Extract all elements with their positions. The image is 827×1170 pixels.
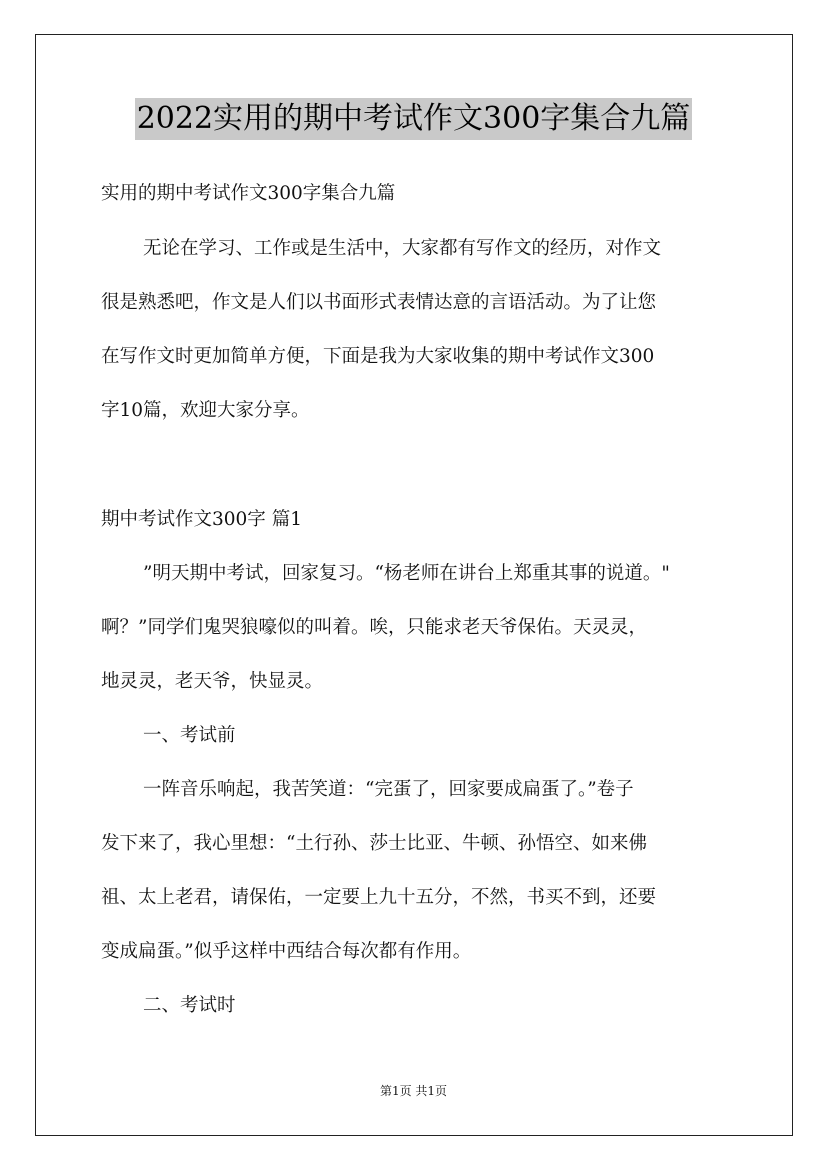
section-heading: 期中考试作文300字 篇1 (101, 509, 302, 530)
body-line-2: 啊？”同学们鬼哭狼嚎似的叫着。唉，只能求老天爷保佑。天灵灵， (101, 617, 647, 638)
document-title: 2022实用的期中考试作文300字集合九篇 (135, 98, 693, 140)
intro-line-2: 很是熟悉吧，作文是人们以书面形式表情达意的言语活动。为了让您 (101, 292, 657, 313)
document-subtitle: 实用的期中考试作文300字集合九篇 (101, 183, 396, 204)
intro-line-3: 在写作文时更加简单方便，下面是我为大家收集的期中考试作文300 (101, 346, 655, 367)
subheading-during-exam: 二、考试时 (143, 995, 236, 1016)
body-line-3: 地灵灵，老天爷，快显灵。 (101, 671, 324, 692)
intro-line-1: 无论在学习、工作或是生活中，大家都有写作文的经历，对作文 (143, 238, 662, 259)
intro-line-4: 字10篇，欢迎大家分享。 (101, 400, 310, 421)
subheading-before-exam: 一、考试前 (143, 725, 236, 746)
body-line-6: 发下来了，我心里想：“土行孙、莎士比亚、牛顿、孙悟空、如来佛 (101, 833, 647, 854)
page-footer: 第1页 共1页 (379, 1084, 448, 1098)
body-line-8: 变成扁蛋。”似乎这样中西结合每次都有作用。 (101, 941, 472, 962)
title-container (0, 98, 827, 140)
body-line-1: ”明天期中考试，回家复习。“杨老师在讲台上郑重其事的说道。" (143, 563, 670, 584)
body-line-7: 祖、太上老君，请保佑，一定要上九十五分，不然，书买不到，还要 (101, 887, 657, 908)
body-line-5: 一阵音乐响起，我苦笑道：“完蛋了，回家要成扁蛋了。”卷子 (143, 779, 634, 800)
